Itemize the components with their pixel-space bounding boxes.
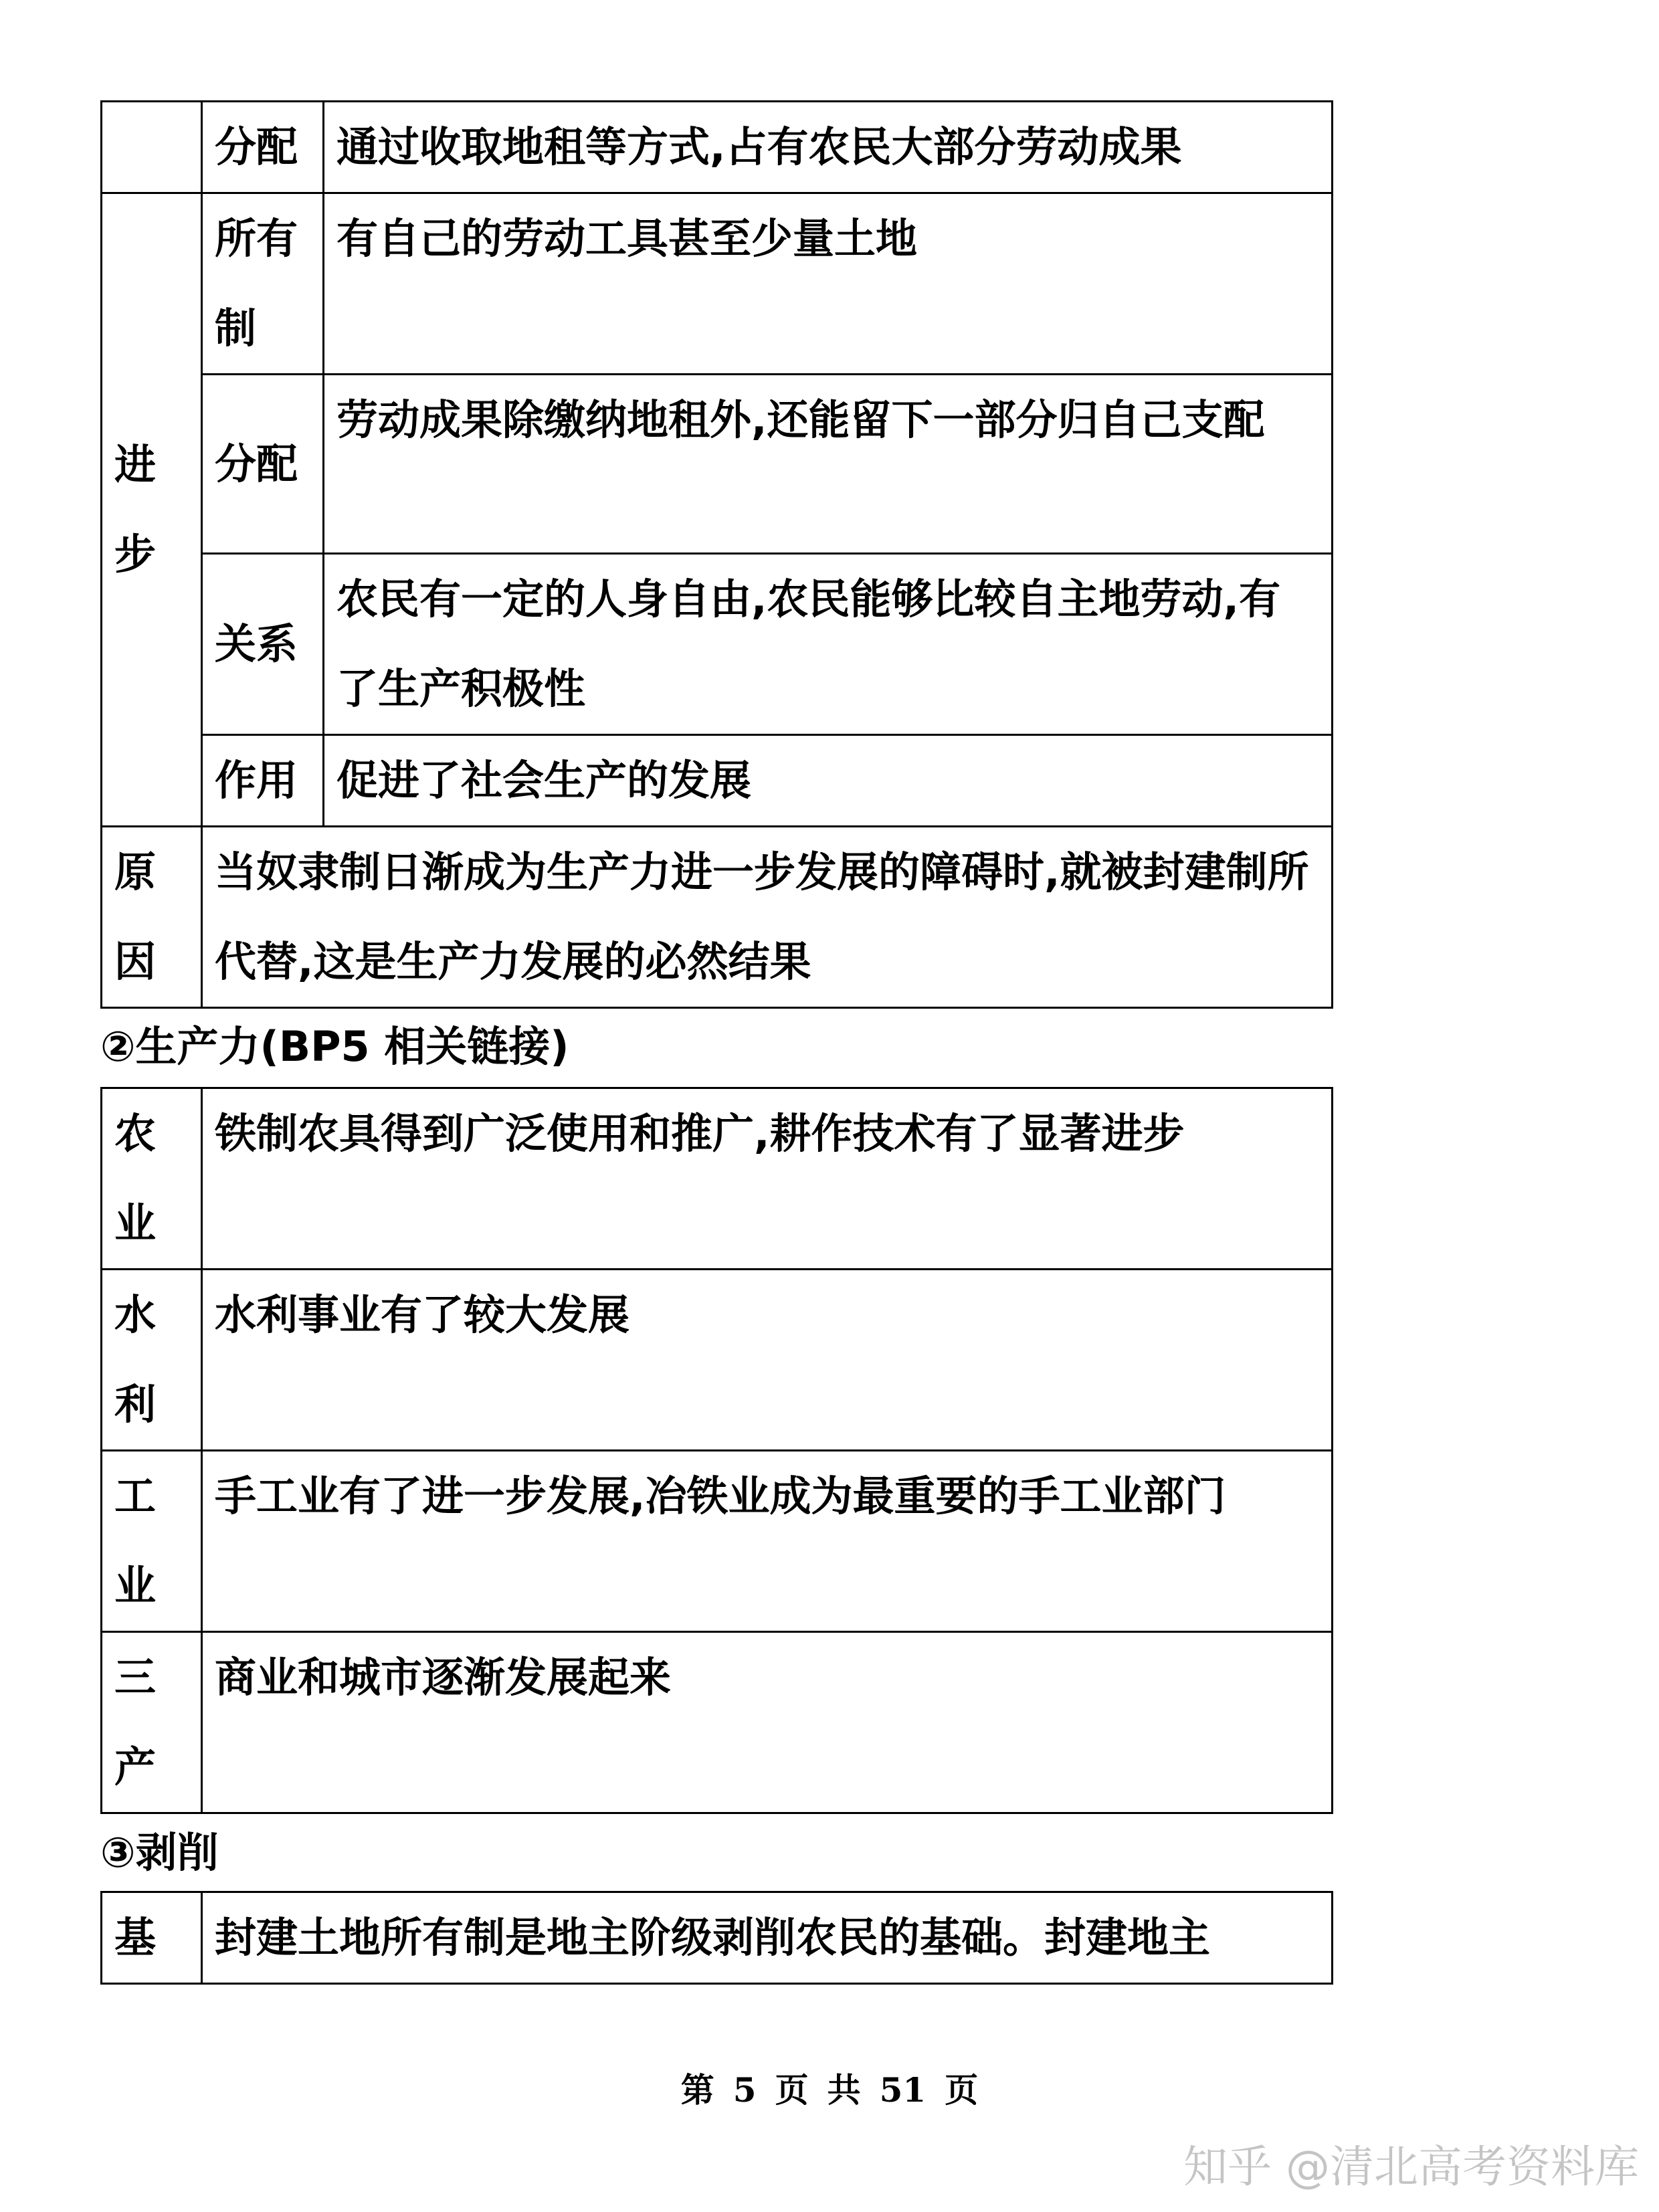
- table-row: [102, 1892, 1333, 1984]
- row-label: 关系: [202, 554, 324, 735]
- row-content: 有自己的劳动工具甚至少量土地: [324, 193, 1333, 375]
- row-group-label: 进步: [102, 193, 202, 827]
- row-content: 商业和城市逐渐发展起来: [202, 1632, 1333, 1813]
- row-content: 当奴隶制日渐成为生产力进一步发展的障碍时,就被封建制所代替,这是生产力发展的必然结果: [202, 827, 1333, 1008]
- footer-word-ye2: 页: [945, 2070, 979, 2110]
- table-row: [102, 554, 1333, 735]
- footer-word-ye: 页: [775, 2070, 809, 2110]
- row-label: 三产: [102, 1632, 202, 1813]
- footer-total-pages: 51: [879, 2070, 926, 2110]
- row-content: 手工业有了进一步发展,冶铁业成为最重要的手工业部门: [202, 1451, 1333, 1632]
- table-row: [102, 1270, 1333, 1451]
- table-row: [102, 1451, 1333, 1632]
- footer-word-gong: 共: [827, 2070, 861, 2110]
- table-row: [102, 1632, 1333, 1813]
- row-label: 工业: [102, 1451, 202, 1632]
- row-content: 水利事业有了较大发展: [202, 1270, 1333, 1451]
- row-group-cell: [102, 102, 202, 193]
- feudal-system-table: [100, 100, 1333, 1009]
- watermark: 知乎 @清北高考资料库: [1183, 2141, 1639, 2193]
- footer-page-number: 5: [733, 2070, 757, 2110]
- row-content: 通过收取地租等方式,占有农民大部分劳动成果: [324, 102, 1333, 193]
- page-footer: [0, 2064, 1659, 2117]
- row-label: 农业: [102, 1088, 202, 1270]
- table-row: [102, 735, 1333, 827]
- productivity-table: [100, 1087, 1333, 1814]
- row-label: 作用: [202, 735, 324, 827]
- section-heading-productivity: ②生产力(BP5 相关链接): [100, 1022, 569, 1071]
- footer-word-di: 第: [680, 2070, 714, 2110]
- row-content: 封建土地所有制是地主阶级剥削农民的基础。封建地主: [202, 1892, 1333, 1984]
- table-row: [102, 827, 1333, 1008]
- row-content: 铁制农具得到广泛使用和推广,耕作技术有了显著进步: [202, 1088, 1333, 1270]
- row-label: 分配: [202, 375, 324, 554]
- section-heading-exploitation: ③剥削: [100, 1828, 219, 1877]
- row-label: 基: [102, 1892, 202, 1984]
- row-label: 原因: [102, 827, 202, 1008]
- row-content: 劳动成果除缴纳地租外,还能留下一部分归自己支配: [324, 375, 1333, 554]
- row-content: 促进了社会生产的发展: [324, 735, 1333, 827]
- table-row: [102, 375, 1333, 554]
- table-row: [102, 193, 1333, 375]
- table-row: [102, 1088, 1333, 1270]
- row-content: 农民有一定的人身自由,农民能够比较自主地劳动,有了生产积极性: [324, 554, 1333, 735]
- row-label: 分配: [202, 102, 324, 193]
- row-label: 所有制: [202, 193, 324, 375]
- row-label: 水利: [102, 1270, 202, 1451]
- exploitation-table: [100, 1891, 1333, 1985]
- table-row: [102, 102, 1333, 193]
